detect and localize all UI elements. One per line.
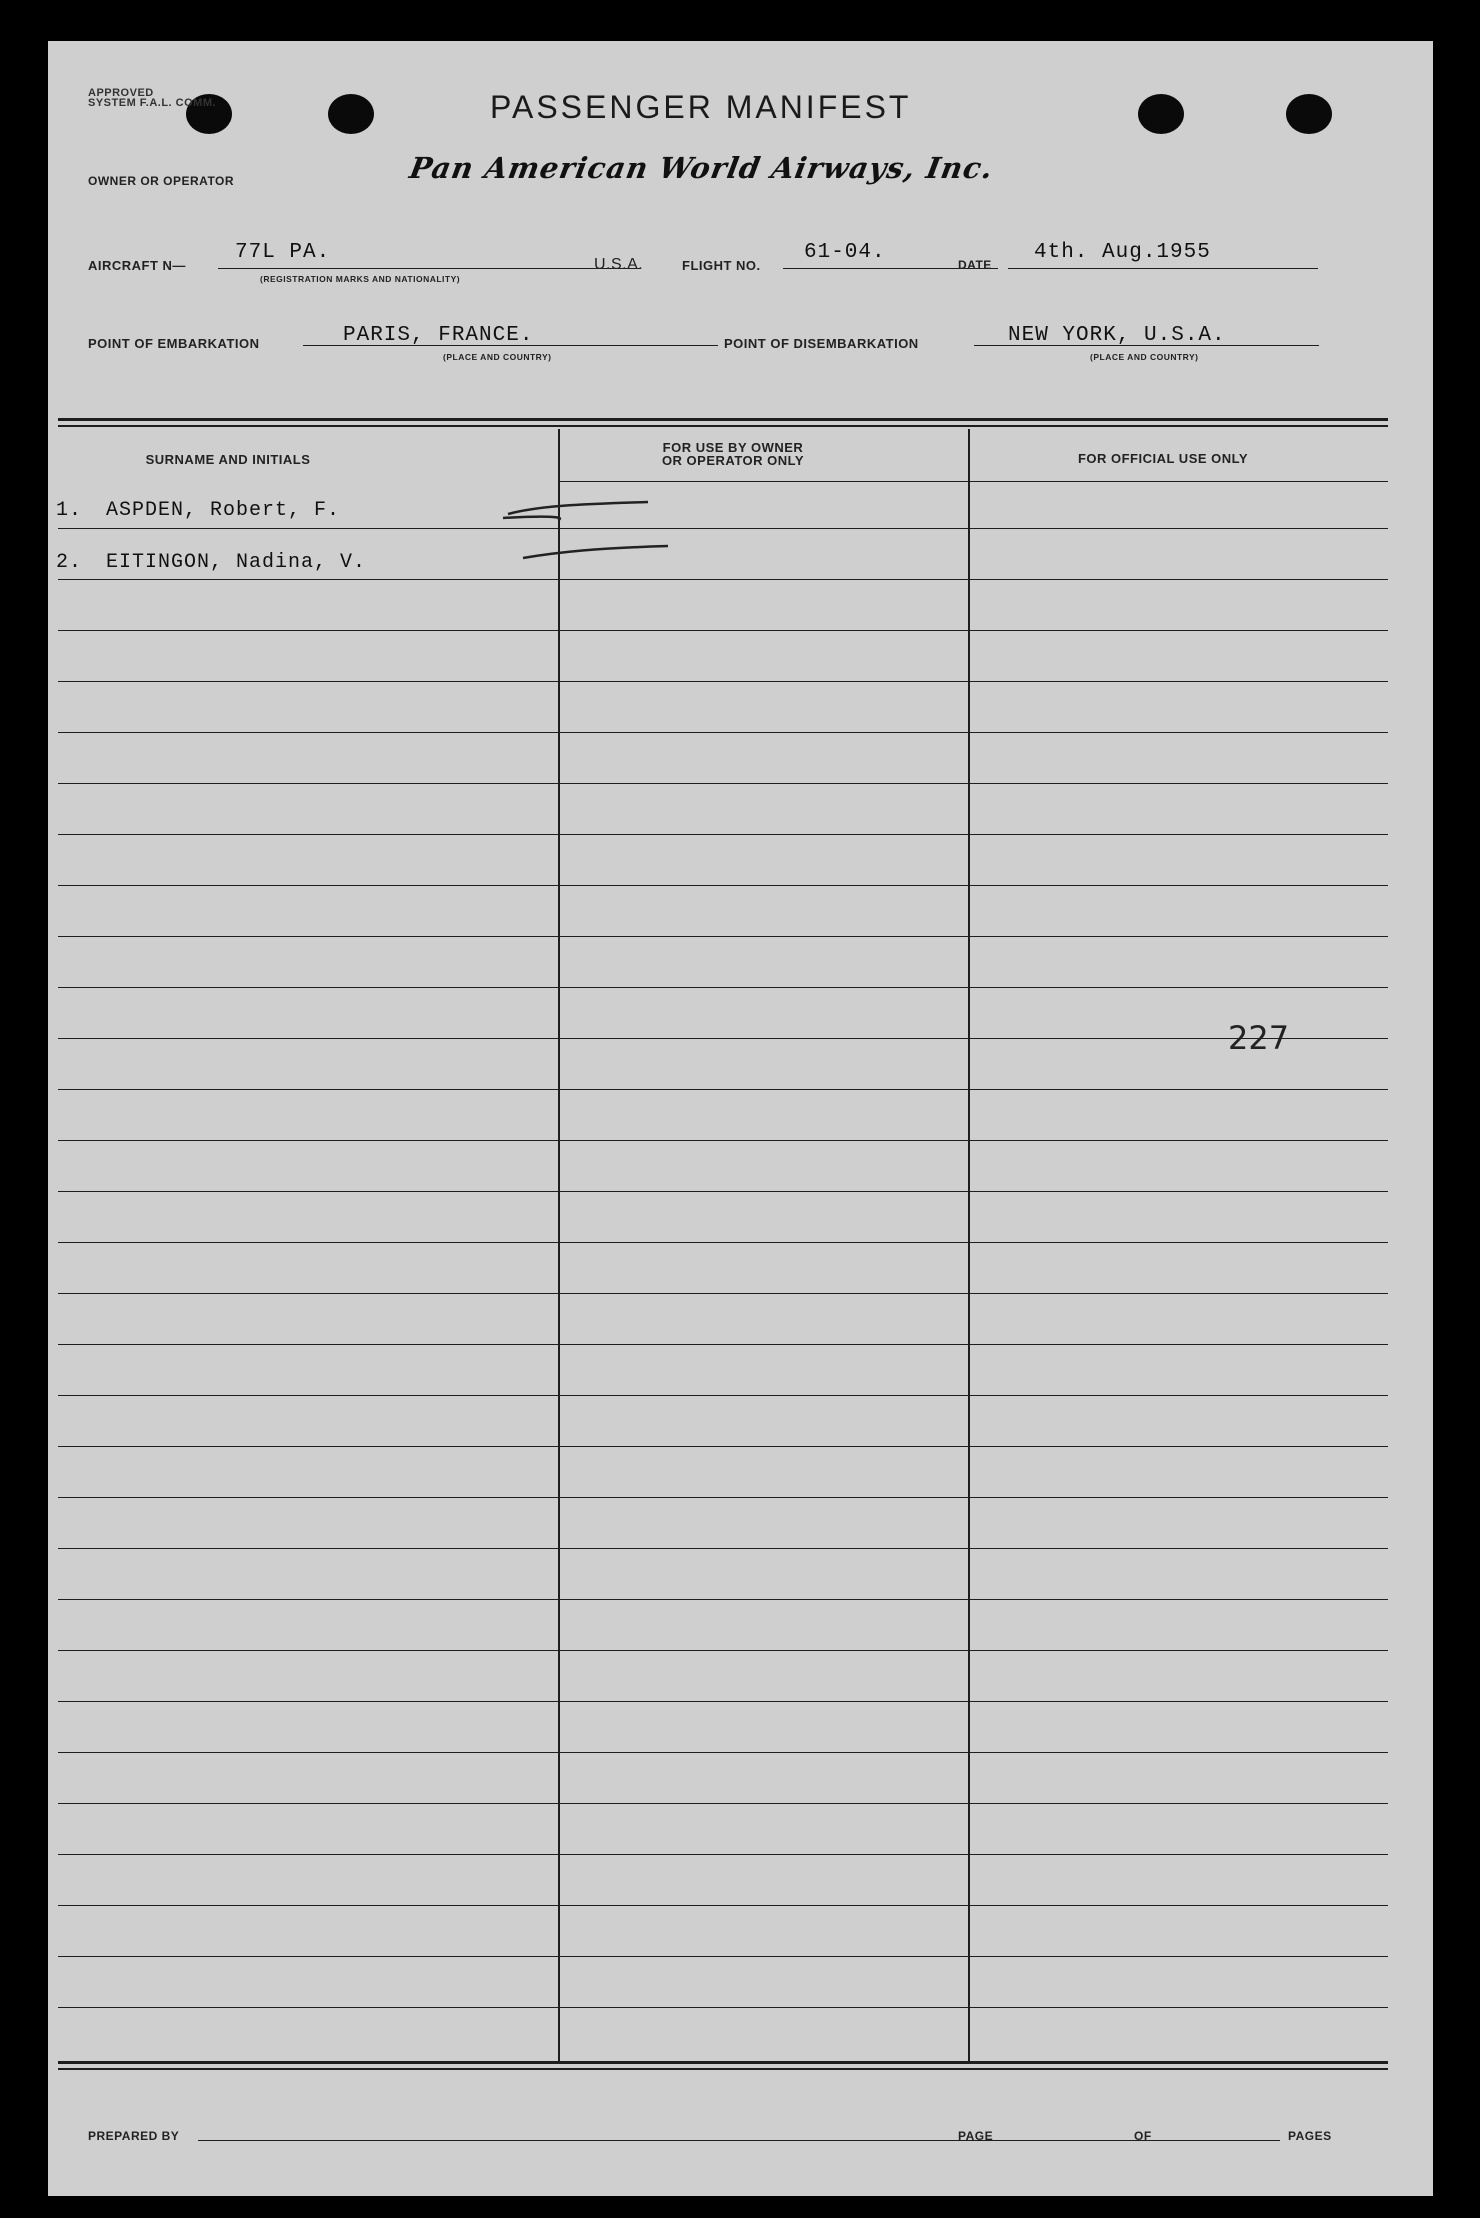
row-rule (560, 481, 1388, 482)
approved-line: SYSTEM F.A.L. COMM. (88, 97, 217, 109)
manifest-page (48, 41, 1433, 2196)
check-mark (523, 546, 668, 558)
check-mark (503, 502, 648, 520)
row-rule (58, 681, 1388, 682)
approved-stamp (88, 88, 216, 108)
page-rule (1008, 2140, 1178, 2141)
table-bottom-rule (58, 2068, 1388, 2070)
row-rule (58, 630, 1388, 631)
column-divider (968, 429, 970, 2061)
row-rule (58, 2007, 1388, 2008)
row-rule (58, 1191, 1388, 1192)
row-rule (58, 1038, 1388, 1039)
embark-note: (PLACE AND COUNTRY) (443, 352, 552, 362)
airline-name: Pan American World Airways, Inc. (407, 151, 997, 185)
row-rule (58, 1344, 1388, 1345)
embark-label: POINT OF EMBARKATION (88, 336, 260, 351)
aircraft-rule (218, 268, 640, 269)
row-rule (58, 1650, 1388, 1651)
approved-line: APPROVED (88, 87, 154, 99)
date-rule (1008, 268, 1318, 269)
row-rule (58, 1293, 1388, 1294)
row-rule (58, 987, 1388, 988)
pages-label: PAGES (1288, 2129, 1332, 2143)
aircraft-label: AIRCRAFT N— (88, 258, 186, 273)
row-rule (58, 1956, 1388, 1957)
of-label: OF (1134, 2129, 1152, 2143)
row-rule (58, 1140, 1388, 1141)
disembark-note: (PLACE AND COUNTRY) (1090, 352, 1199, 362)
row-rule (58, 1701, 1388, 1702)
row-rule (58, 579, 1388, 580)
column-header-official: FOR OFFICIAL USE ONLY (1077, 451, 1249, 466)
column-divider (558, 429, 560, 2061)
row-rule (58, 1803, 1388, 1804)
row-rule (58, 528, 1388, 529)
passenger-name: EITINGON, Nadina, V. (106, 551, 367, 574)
row-rule (58, 885, 1388, 886)
column-header-owner: FOR USE BY OWNER OR OPERATOR ONLY (661, 440, 805, 468)
column-header-surname: SURNAME AND INITIALS (145, 452, 311, 467)
usa-label: U.S.A. (594, 256, 644, 273)
row-rule (58, 1446, 1388, 1447)
row-rule (58, 1905, 1388, 1906)
table-bottom-rule (58, 2061, 1388, 2064)
row-rule (58, 1395, 1388, 1396)
row-rule (58, 1089, 1388, 1090)
row-rule (58, 1242, 1388, 1243)
table-top-rule (58, 418, 1388, 421)
date-value: 4th. Aug.1955 (1034, 241, 1211, 264)
check-marks (498, 496, 678, 571)
row-number: 2. (56, 551, 83, 574)
flight-value: 61-04. (804, 241, 886, 264)
row-rule (58, 1752, 1388, 1753)
row-rule (58, 732, 1388, 733)
aircraft-note: (REGISTRATION MARKS AND NATIONALITY) (260, 274, 461, 284)
official-number: 227 (1228, 1019, 1290, 1057)
row-rule (58, 936, 1388, 937)
disembark-value: NEW YORK, U.S.A. (1008, 324, 1226, 347)
flight-label: FLIGHT NO. (682, 258, 761, 273)
page-title: PASSENGER MANIFEST (490, 89, 912, 125)
row-number: 1. (56, 499, 83, 522)
punch-hole (1138, 94, 1184, 134)
passenger-name: ASPDEN, Robert, F. (106, 499, 341, 522)
page-label: PAGE (958, 2129, 994, 2143)
table-top-rule (58, 425, 1388, 427)
owner-label: OWNER OR OPERATOR (88, 174, 235, 188)
disembark-label: POINT OF DISEMBARKATION (724, 336, 919, 351)
row-rule (58, 1497, 1388, 1498)
row-rule (58, 1599, 1388, 1600)
prepared-label: PREPARED BY (88, 2129, 180, 2143)
date-label: DATE (958, 258, 992, 272)
aircraft-value: 77L PA. (235, 241, 331, 264)
prepared-rule (198, 2140, 1008, 2141)
of-rule (1160, 2140, 1280, 2141)
row-rule (58, 1548, 1388, 1549)
row-rule (58, 834, 1388, 835)
embark-value: PARIS, FRANCE. (343, 324, 534, 347)
row-rule (58, 1854, 1388, 1855)
row-rule (58, 783, 1388, 784)
punch-hole (1286, 94, 1332, 134)
punch-hole (328, 94, 374, 134)
